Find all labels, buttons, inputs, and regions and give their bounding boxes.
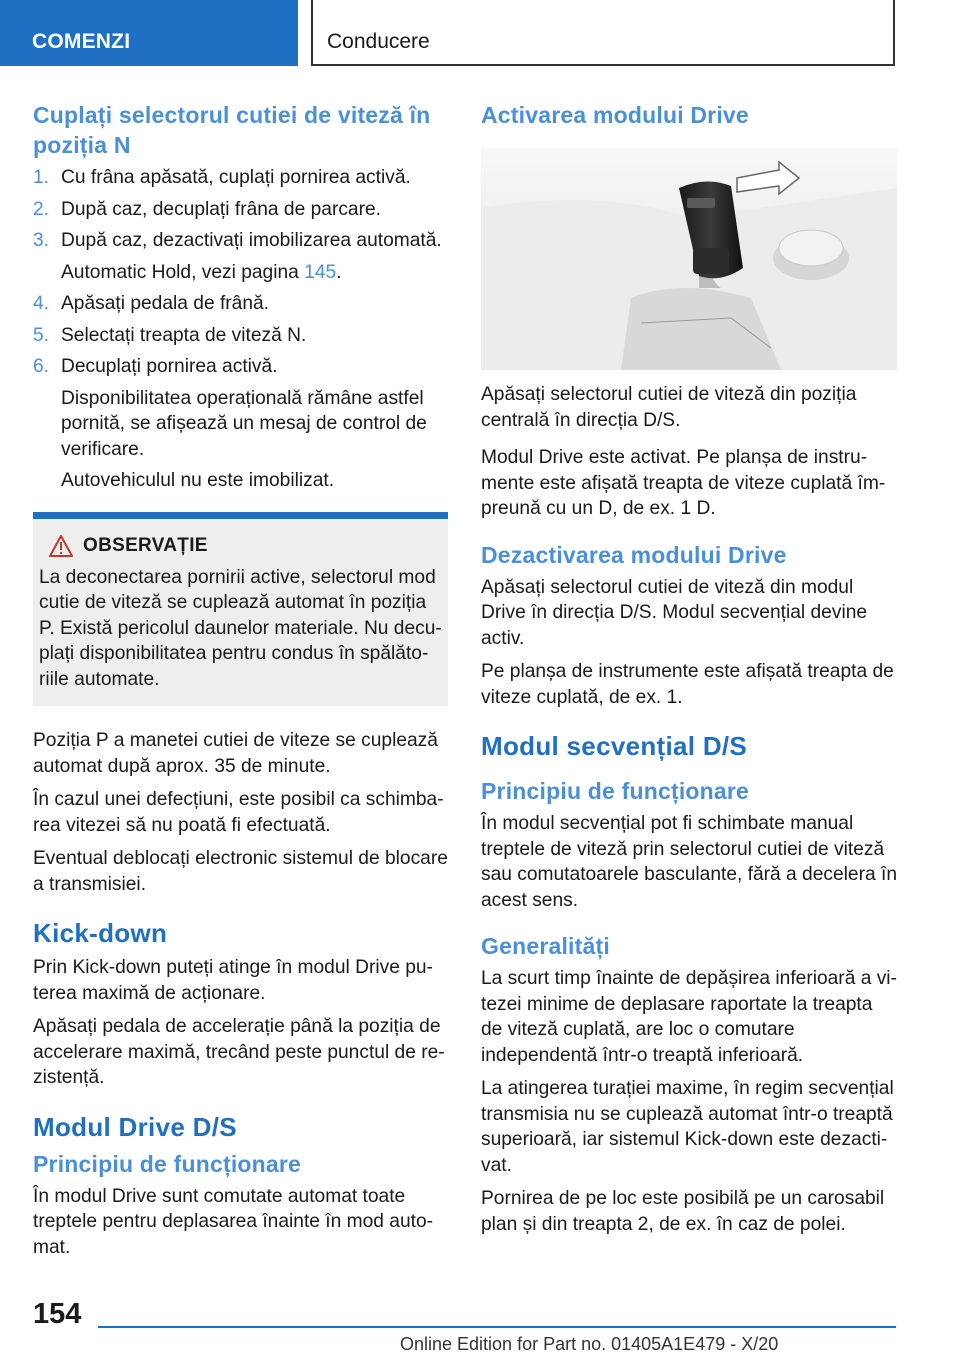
notice-title: OBSERVAȚIE (83, 534, 208, 556)
step-number: 6. (33, 356, 50, 377)
heading-engage-neutral: Cuplați selectorul cutiei de viteză în poziția N (33, 102, 431, 158)
steps-list (33, 165, 448, 494)
step-text: Selectați treapta de viteză N. (61, 324, 307, 346)
paragraph-deactivate-1: Apăsați selectorul cutiei de viteză din modul Drive în direcția D/S. Modul secvențial devine activ. (481, 576, 868, 649)
edition-label: Online Edition for Part no. 01405A1E479 - X/20 (400, 1334, 779, 1354)
step-note: Autovehiculul nu este imobilizat. (61, 470, 335, 491)
left-column (33, 100, 448, 1268)
paragraph-auto-park: Poziția P a manetei cutiei de viteze se cuplează automat după aprox. 35 de minute. (33, 730, 438, 777)
heading-deactivate-drive: Dezactivarea modului Drive (481, 541, 787, 568)
paragraph-drive-active: Modul Drive este activat. Pe planșa de instrumente este afișată treapta de viteze cuplată împreună cu un D, de ex. 1 D. (481, 447, 886, 519)
paragraph-kickdown-1: Prin Kick-down puteți atinge în modul Drive puterea maximă de acționare. (33, 957, 433, 1004)
gear-selector-illustration (481, 148, 897, 370)
paragraph-deactivate-2: Pe planșa de instrumente este afișată treapta de viteze cuplată, de ex. 1. (481, 661, 894, 708)
step-text: După caz, dezactivați imobilizarea automată. (61, 230, 442, 251)
paragraph-unlock: Eventual deblocați electronic sistemul de blocare a transmisiei. (33, 848, 448, 895)
step-text: Decuplați pornirea activă. (61, 356, 278, 377)
notice-text: La deconectarea pornirii active, selectorul mod cutie de viteză se cuplează automat în poziția P. Există pericolul daunelor materiale. Nu decuplați disponibilitatea pentru condus în spălătoriile automate. (39, 566, 442, 690)
chapter-tab[interactable]: COMENZI (0, 0, 298, 66)
step-text: După caz, decuplați frâna de parcare. (61, 198, 381, 220)
step-note: Automatic Hold, vezi pagina 145. (61, 261, 342, 283)
paragraph-defect: În cazul unei defecțiuni, este posibil ca schimbarea vitezei să nu poată fi efectuată. (33, 789, 444, 836)
list-item (33, 197, 448, 223)
page-link[interactable]: 145 (304, 261, 337, 283)
gear-selector-image (481, 148, 897, 370)
paragraph-general-2: La atingerea turației maxime, în regim secvențial transmisia nu se cuplează automat într-o treaptă superioară, iar sistemul Kick-down este dezactivat. (481, 1078, 894, 1176)
step-number: 2. (33, 198, 50, 220)
step-number: 4. (33, 293, 50, 314)
paragraph-push-selector: Apăsați selectorul cutiei de viteză din poziția centrală în direcția D/S. (481, 384, 857, 431)
step-note: Disponibilitatea operațională rămâne astfel pornită, se afișează un mesaj de control de verificare. (61, 387, 427, 460)
heading-general: Generalități (481, 933, 610, 959)
list-item (33, 165, 448, 191)
step-number: 1. (33, 167, 50, 188)
right-column (481, 100, 897, 1245)
list-item (33, 228, 448, 285)
page-number: 154 (33, 1298, 82, 1330)
section-tab[interactable]: Conducere (311, 0, 895, 66)
paragraph-principle: În modul Drive sunt comutate automat toate treptele pentru deplasarea înainte în mod automat. (33, 1185, 434, 1258)
step-text: Apăsați pedala de frână. (61, 293, 270, 314)
step-number: 3. (33, 230, 50, 251)
paragraph-general-3: Pornirea de pe loc este posibilă pe un carosabil plan și din treapta 2, de ex. în caz de polei. (481, 1188, 885, 1235)
page-header (0, 0, 960, 66)
heading-sequential: Modul secvențial D/S (481, 731, 748, 761)
list-item (33, 323, 448, 349)
list-item (33, 354, 448, 494)
heading-drive-ds: Modul Drive D/S (33, 1111, 237, 1142)
paragraph-kickdown-2: Apăsați pedala de accelerație până la poziția de accelerare maximă, trecând peste punctul de rezistență. (33, 1016, 445, 1088)
heading-principle: Principiu de funcționare (33, 1150, 302, 1177)
heading-activate-drive: Activarea modului Drive (481, 102, 749, 128)
paragraph-sequential: În modul secvențial pot fi schimbate manual treptele de viteză prin selectorul cutiei de viteză sau comutatoarele basculante, fără a decelera în acest sens. (481, 813, 897, 911)
list-item (33, 291, 448, 317)
step-number: 5. (33, 324, 50, 346)
step-text: Cu frâna apăsată, cuplați pornirea activă. (61, 167, 411, 188)
heading-kickdown: Kick-down (33, 918, 168, 948)
notice-box (33, 512, 448, 707)
paragraph-general-1: La scurt timp înainte de depășirea inferioară a vitezei minime de deplasare raportate la treapta de viteză cuplată, are loc o comutare independentă într-o treaptă inferioară. (481, 968, 897, 1066)
warning-icon (49, 535, 73, 557)
footer-divider (98, 1326, 896, 1328)
heading-principle-seq: Principiu de funcționare (481, 778, 750, 804)
